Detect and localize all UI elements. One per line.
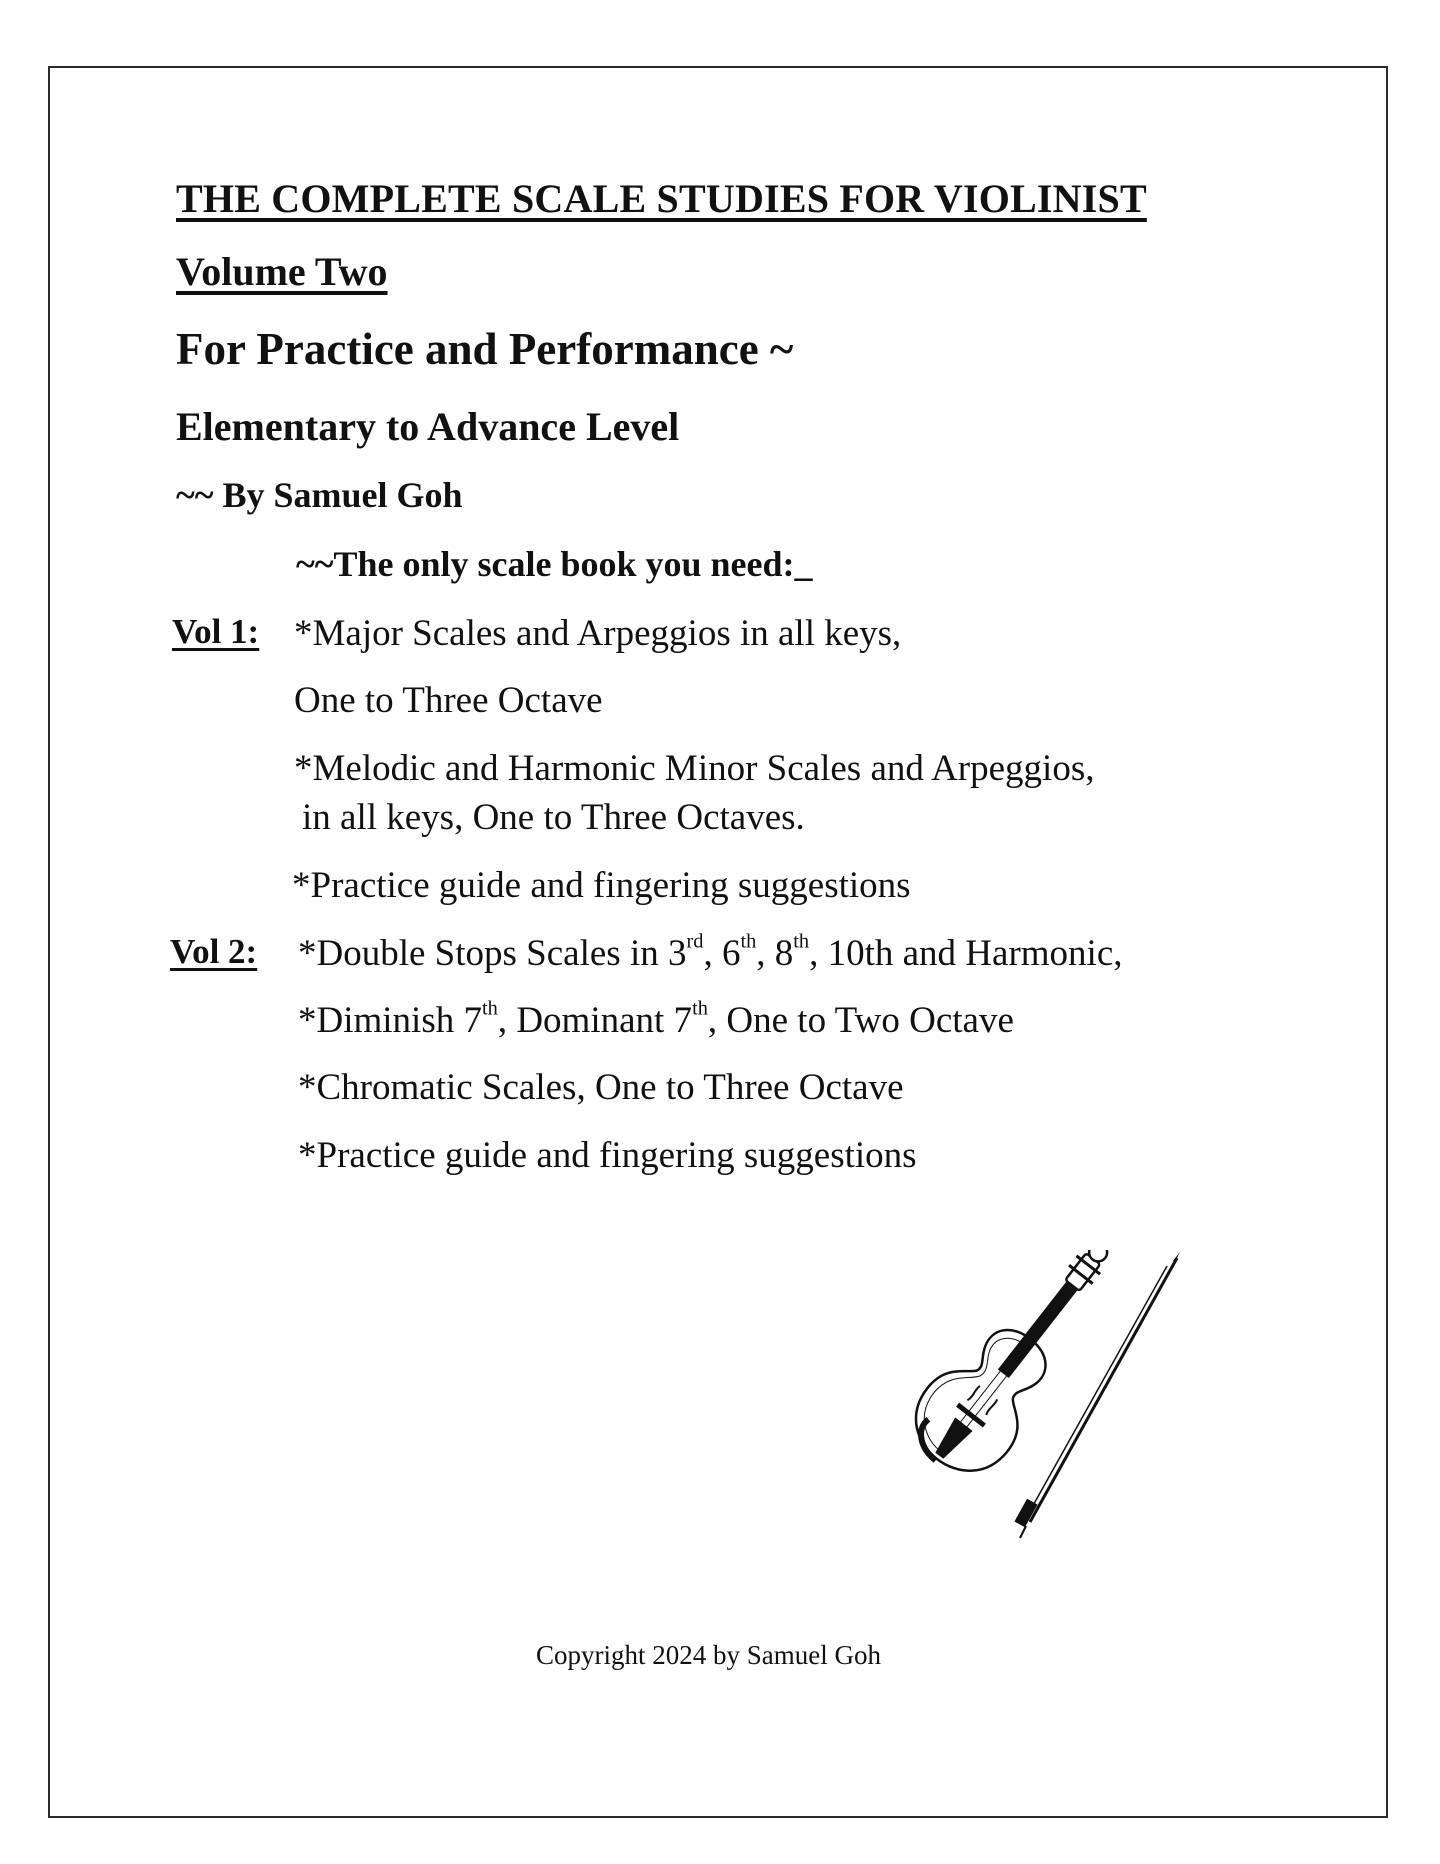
vol2-line2-sup2: th [692,997,708,1020]
vol1-item-minor: *Melodic and Harmonic Minor Scales and Arpeggios, [294,748,1095,789]
level-line: Elementary to Advance Level [176,404,680,449]
vol2-line2-sup1: th [482,997,498,1020]
vol2-item-practice: *Practice guide and fingering suggestions [298,1135,917,1176]
intro-line: ~~The only scale book you need:_ [296,544,813,584]
vol2-line2-a: *Diminish 7 [298,1000,482,1041]
vol2-line2-b: , Dominant 7 [497,1000,693,1041]
volume-title: Volume Two [176,249,388,294]
vol2-line1-sup3: th [793,930,810,953]
vol1-item-octave: One to Three Octave [294,680,603,721]
vol2-item-sevenths [298,999,1014,1042]
vol2-line2-c: , One to Two Octave [707,1000,1014,1041]
author-line: ~~ By Samuel Goh [176,475,463,515]
vol2-line1-sup2: th [740,930,757,953]
copyright-notice: Copyright 2024 by Samuel Goh [536,1640,881,1670]
vol2-line1-a: *Double Stops Scales in 3 [298,933,687,974]
vol1-item-practice: *Practice guide and fingering suggestions [292,865,911,906]
vol2-line1-c: , 8 [756,933,794,974]
vol2-item-chromatic: *Chromatic Scales, One to Three Octave [298,1067,904,1108]
vol1-label: Vol 1: [172,612,260,651]
vol2-item-double-stops [298,932,1123,975]
violin-icon [895,1250,1143,1492]
subtitle: For Practice and Performance ~ [176,324,794,374]
vol1-item-major: *Major Scales and Arpeggios in all keys, [294,613,902,654]
vol2-label: Vol 2: [170,932,258,971]
book-title: THE COMPLETE SCALE STUDIES FOR VIOLINIST [176,176,1147,221]
vol1-item-minor-keys: in all keys, One to Three Octaves. [302,797,805,838]
vol2-line1-d: , 10th and Harmonic, [809,933,1123,974]
bow-icon [1014,1252,1180,1538]
violin-and-bow-icon [880,1250,1200,1540]
vol2-line1-b: , 6 [703,933,741,974]
vol2-line1-sup1: rd [686,930,704,953]
